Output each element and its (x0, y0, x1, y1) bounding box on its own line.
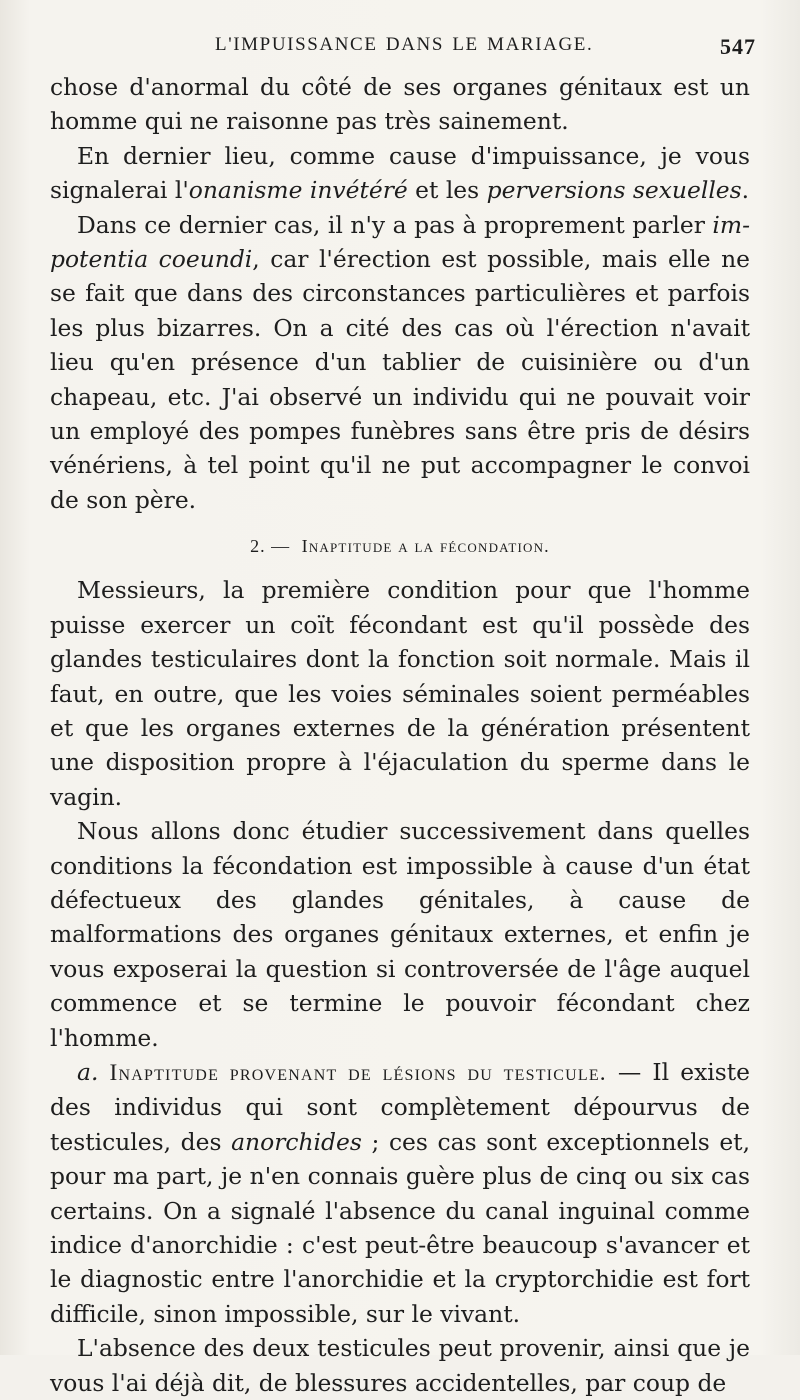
paragraph (50, 139, 750, 208)
italic-term: anorchides (231, 1127, 362, 1156)
subsection-heading (77, 1058, 607, 1086)
subsection-letter: a. (77, 1057, 99, 1086)
subsection-title: Inaptitude provenant de lésions du testicule. (109, 1059, 607, 1086)
paragraph: L'absence des deux testicules peut provenir, ainsi que je vous l'ai déjà dit, de blessures accidentelles, par coup de (50, 1334, 750, 1397)
italic-term: impotentia coeundi (50, 210, 750, 274)
text-run: . (741, 176, 750, 205)
running-title: L'IMPUISSANCE DANS LE MARIAGE. (215, 34, 594, 55)
text-run: Dans ce dernier cas, il n'y a pas à proprement parler (77, 210, 713, 239)
text-run: En dernier lieu, comme cause d'impuissance, je vous signalerai l' (50, 141, 750, 205)
section-number: 2. — (250, 536, 291, 557)
text-run: et les (407, 176, 487, 205)
page-number: 547 (720, 34, 756, 59)
paragraph: Messieurs, la première condition pour que l'homme puisse exercer un coït fécondant est qu'il possède des glandes testiculaires dont la fonction soit normale. Mais il faut, en outre, que les voies séminales soient perméables et que les organes externes de la génération présentent une disposition propre à l'éjaculation du sperme dans le vagin. (50, 576, 750, 811)
paragraph (50, 208, 750, 518)
text-run: Il existe des individus qui sont complètement dépourvus de testicules, des (50, 1057, 750, 1156)
paragraph (50, 1055, 750, 1331)
section-heading (50, 533, 750, 559)
section-title: Inaptitude a la fécondation. (301, 536, 550, 557)
italic-term: perversions sexuelles (486, 176, 742, 205)
text-run: , car l'érection est possible, mais elle ne se fait que dans des circonstances particulières et parfois les plus bizarres. On a cité des cas où l'érection n'avait lieu qu'en présence d'un tablier de cuisinière ou d'un chapeau, etc. J'ai observé un individu qui ne pouvait voir un employé des pompes funèbres sans être pris de désirs vénériens, à tel point qu'il ne put accompagner le convoi de son père. (50, 245, 750, 514)
italic-term: onanisme invétéré (188, 176, 408, 205)
body-text (50, 70, 750, 1400)
text-run: ; ces cas sont exceptionnels et, pour ma part, je n'en connais guère plus de cinq ou six cas certains. On a signalé l'absence du canal inguinal comme indice d'anorchidie : c'est peut-être beaucoup s'avancer et le diagnostic entre l'anorchidie et la cryptorchidie est fort difficile, sinon impossible, sur le vivant. (50, 1127, 750, 1328)
paragraph-continuation: chose d'anormal du côté de ses organes génitaux est un homme qui ne raisonne pas très sainement. (50, 73, 750, 136)
running-head (50, 34, 756, 64)
paragraph: Nous allons donc étudier successivement dans quelles conditions la fécondation est impossible à cause d'un état défectueux des glandes génitales, à cause de malformations des organes génitaux externes, et enfin je vous exposerai la question si controversée de l'âge auquel commence et se termine le pouvoir fécondant chez l'homme. (50, 817, 750, 1052)
text-run: — (606, 1057, 653, 1086)
